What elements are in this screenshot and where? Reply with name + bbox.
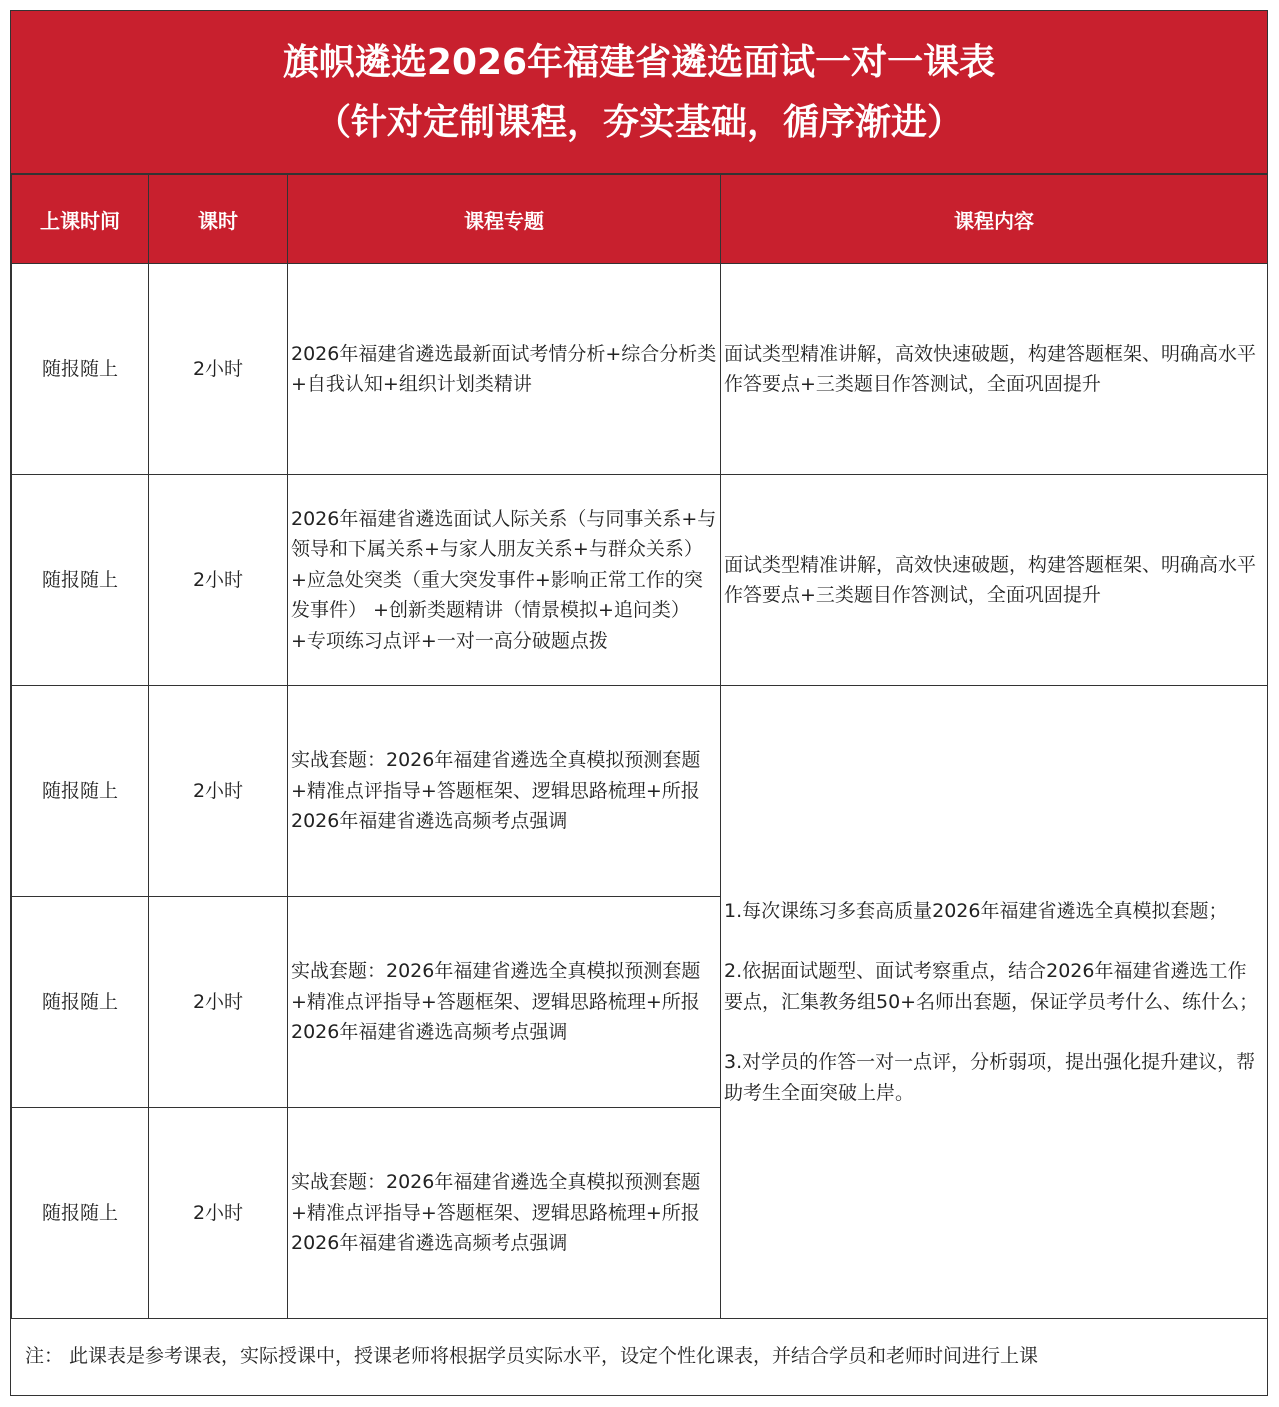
cell-content: 面试类型精准讲解，高效快速破题，构建答题框架、明确高水平作答要点+三类题目作答测试，全面巩固提升 xyxy=(721,475,1268,686)
cell-topic: 实战套题：2026年福建省遴选全真模拟预测套题+精准点评指导+答题框架、逻辑思路梳理+所报2026年福建省遴选高频考点强调 xyxy=(288,897,721,1108)
schedule-sheet xyxy=(10,10,1268,1396)
cell-time: 随报随上 xyxy=(12,1108,149,1319)
header-time: 上课时间 xyxy=(12,175,149,264)
title-banner xyxy=(11,11,1267,174)
cell-hours: 2小时 xyxy=(149,475,288,686)
header-topic: 课程专题 xyxy=(288,175,721,264)
content-item-3: 3.对学员的作答一对一点评，分析弱项，提出强化提升建议，帮助考生全面突破上岸。 xyxy=(724,1051,1256,1104)
cell-hours: 2小时 xyxy=(149,1108,288,1319)
footnote: 注： 此课表是参考课表，实际授课中，授课老师将根据学员实际水平，设定个性化课表，并结合学员和老师时间进行上课 xyxy=(25,1345,1039,1367)
cell-time: 随报随上 xyxy=(12,264,149,475)
page-subtitle: （针对定制课程，夯实基础，循序渐进） xyxy=(314,102,963,143)
table-row xyxy=(12,686,1268,897)
cell-time: 随报随上 xyxy=(12,686,149,897)
cell-time: 随报随上 xyxy=(12,475,149,686)
cell-hours: 2小时 xyxy=(149,264,288,475)
cell-hours: 2小时 xyxy=(149,686,288,897)
schedule-table xyxy=(11,174,1268,1319)
table-row xyxy=(12,264,1268,475)
header-hours: 课时 xyxy=(149,175,288,264)
page-title: 旗帜遴选2026年福建省遴选面试一对一课表 xyxy=(282,42,996,83)
merged-content-cell xyxy=(721,686,1268,1319)
table-row xyxy=(12,475,1268,686)
cell-time: 随报随上 xyxy=(12,897,149,1108)
cell-topic: 实战套题：2026年福建省遴选全真模拟预测套题+精准点评指导+答题框架、逻辑思路梳理+所报2026年福建省遴选高频考点强调 xyxy=(288,686,721,897)
table-header-row xyxy=(12,175,1268,264)
header-content: 课程内容 xyxy=(721,175,1268,264)
cell-topic: 2026年福建省遴选最新面试考情分析+综合分析类+自我认知+组织计划类精讲 xyxy=(288,264,721,475)
content-item-2: 2.依据面试题型、面试考察重点，结合2026年福建省遴选工作要点，汇集教务组50+名师出套题，保证学员考什么、练什么； xyxy=(724,960,1259,1013)
cell-topic: 实战套题：2026年福建省遴选全真模拟预测套题+精准点评指导+答题框架、逻辑思路梳理+所报2026年福建省遴选高频考点强调 xyxy=(288,1108,721,1319)
cell-content: 面试类型精准讲解，高效快速破题，构建答题框架、明确高水平作答要点+三类题目作答测试，全面巩固提升 xyxy=(721,264,1268,475)
cell-topic: 2026年福建省遴选面试人际关系（与同事关系+与领导和下属关系+与家人朋友关系+与群众关系）+应急处突类（重大突发事件+影响正常工作的突发事件） +创新类题精讲（情景模拟+追问类）+专项练习点评+一对一高分破题点拨 xyxy=(288,475,721,686)
cell-hours: 2小时 xyxy=(149,897,288,1108)
content-item-1: 1.每次课练习多套高质量2026年福建省遴选全真模拟套题； xyxy=(724,899,1228,922)
